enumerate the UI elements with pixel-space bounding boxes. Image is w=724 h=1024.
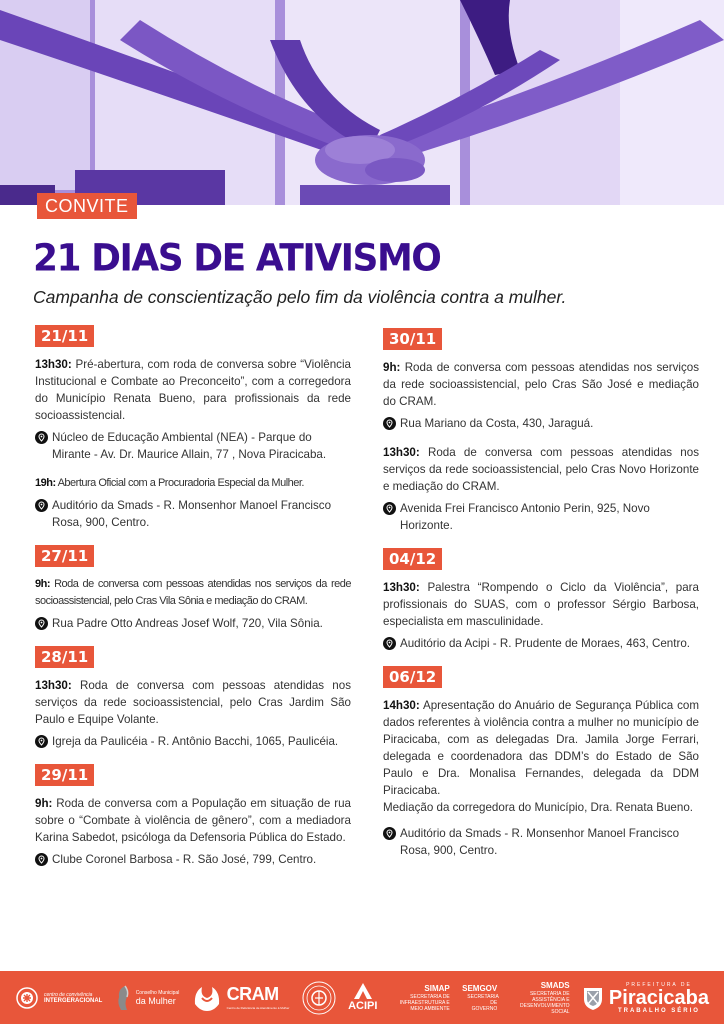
event-text: Roda de conversa com pessoas atendidas nos serviços da rede socioassistencial, pelo Cras Vila Sônia e mediação do CRAM. bbox=[35, 578, 351, 607]
event-location bbox=[383, 635, 699, 652]
logo-text: SEMGOV bbox=[462, 983, 498, 993]
schedule-left-column bbox=[35, 325, 351, 882]
date-badge: 04/12 bbox=[383, 548, 442, 570]
event-location bbox=[35, 497, 351, 531]
event-time: 9h: bbox=[35, 797, 53, 810]
logo-text: SIMAP bbox=[424, 983, 450, 993]
event-item bbox=[383, 697, 699, 859]
event-day-21-11 bbox=[35, 325, 351, 531]
logo-text: TRABALHO SÉRIO bbox=[617, 1007, 700, 1014]
acipi-a-icon bbox=[354, 983, 372, 999]
event-location bbox=[383, 825, 699, 859]
event-time: 19h: bbox=[35, 477, 56, 489]
event-description bbox=[383, 697, 699, 799]
logo-text: SECRETARIA DE GOVERNO bbox=[467, 993, 499, 1012]
logo-semgov bbox=[462, 984, 497, 1012]
event-description bbox=[383, 444, 699, 495]
event-item bbox=[383, 359, 699, 432]
logo-brasao-seal bbox=[302, 981, 336, 1015]
logo-text: PREFEITURA DE bbox=[626, 981, 692, 988]
location-text: Igreja da Paulicéia - R. Antônio Bacchi, 1065, Paulicéia. bbox=[52, 735, 339, 748]
event-item bbox=[35, 475, 351, 531]
event-description bbox=[35, 475, 351, 492]
logo-text: da Mulher bbox=[135, 995, 176, 1006]
event-day-30-11 bbox=[383, 328, 699, 534]
piracicaba-coat-of-arms-icon bbox=[582, 985, 604, 1011]
invite-badge: CONVITE bbox=[37, 193, 137, 219]
event-item bbox=[35, 677, 351, 750]
event-location bbox=[383, 500, 699, 534]
logo-text: Conselho Municipal bbox=[135, 989, 180, 996]
location-text: Auditório da Smads - R. Monsenhor Manoel Francisco Rosa, 900, Centro. bbox=[52, 499, 332, 529]
date-badge: 30/11 bbox=[383, 328, 442, 350]
event-item bbox=[35, 795, 351, 868]
hands-together-illustration bbox=[0, 0, 724, 205]
location-pin-icon bbox=[383, 637, 396, 650]
page-subtitle: Campanha de conscientização pelo fim da violência contra a mulher. bbox=[33, 287, 567, 307]
location-text: Clube Coronel Barbosa - R. São José, 799, Centro. bbox=[52, 853, 317, 866]
logo-text: INTERGERACIONAL bbox=[44, 997, 103, 1004]
logo-text: ACIPI bbox=[348, 1000, 378, 1012]
event-description bbox=[383, 579, 699, 630]
event-text: Palestra “Rompendo o Ciclo da Violência”, para profissionais do SUAS, com o professor Sérgio Barbosa, especialista em masculinidade. bbox=[383, 581, 699, 628]
location-text: Rua Padre Otto Andreas Josef Wolf, 720, Vila Sônia. bbox=[52, 617, 323, 630]
hero-photo bbox=[0, 0, 724, 205]
event-text: Roda de conversa com pessoas atendidas nos serviços da rede socioassistencial, pelo Cras Jardim São Paulo e Equipe Volante. bbox=[35, 679, 351, 726]
event-text: Roda de conversa com a População em situação de rua sobre o “Combate à violência de gênero”, com a mediadora Karina Sabedot, psicóloga da Defensoria Pública do Estado. bbox=[35, 797, 351, 844]
location-pin-icon bbox=[35, 735, 48, 748]
logo-text: Piracicaba bbox=[608, 986, 709, 1009]
event-location bbox=[35, 615, 351, 632]
date-badge: 28/11 bbox=[35, 646, 94, 668]
event-day-06-12 bbox=[383, 666, 699, 859]
location-pin-icon bbox=[35, 853, 48, 866]
location-pin-icon bbox=[35, 431, 48, 444]
event-text: Abertura Oficial com a Procuradoria Especial da Mulher. bbox=[57, 477, 304, 489]
event-text: Pré-abertura, com roda de conversa sobre “Violência Institucional e Combate ao Preconceito”, com a corregedora do Município Renata Bueno, para profissionais da rede socioassistencial. bbox=[35, 358, 351, 422]
date-badge: 06/12 bbox=[383, 666, 442, 688]
event-description bbox=[35, 677, 351, 728]
logo-intergeracional bbox=[15, 986, 102, 1010]
page-title: 21 DIAS DE ATIVISMO bbox=[33, 236, 441, 281]
event-time: 13h30: bbox=[35, 679, 72, 692]
woman-profile-icon bbox=[115, 985, 131, 1011]
location-text: Núcleo de Educação Ambiental (NEA) - Parque do Mirante - Av. Dr. Maurice Allain, 77 , Nova Piracicaba. bbox=[52, 431, 327, 461]
event-item bbox=[383, 579, 699, 652]
event-item bbox=[35, 356, 351, 463]
logo-text: Centro de Referência de Atendimento à Mulher bbox=[226, 1006, 290, 1010]
intergeracional-emblem-icon bbox=[15, 986, 39, 1010]
logo-text: SECRETARIA DE ASSISTÊNCIA E DESENVOLVIMENTO SOCIAL bbox=[520, 990, 570, 1015]
location-pin-icon bbox=[383, 502, 396, 515]
location-text: Auditório da Smads - R. Monsenhor Manoel Francisco Rosa, 900, Centro. bbox=[400, 827, 680, 857]
event-location bbox=[35, 851, 351, 868]
event-text: Roda de conversa com pessoas atendidas nos serviços da rede socioassistencial, pelo Cras São José e mediação do CRAM. bbox=[383, 361, 699, 408]
logo-prefeitura-piracicaba bbox=[582, 982, 709, 1014]
logo-text: CRAM bbox=[226, 984, 279, 1004]
location-pin-icon bbox=[383, 417, 396, 430]
event-text: Apresentação do Anuário de Segurança Pública com dados referentes à violência contra a mulher no município de Piracicaba, com as delegadas Dra. Jamila Jorge Ferrari, delegada e coordenadora das DDM’s do Estado de São Paulo e Dra. Monalisa Fernandes, delegada da DDM Piracicaba. bbox=[383, 699, 699, 797]
event-day-04-12 bbox=[383, 548, 699, 652]
event-location bbox=[35, 733, 351, 750]
event-location bbox=[35, 429, 351, 463]
event-time: 14h30: bbox=[383, 699, 420, 712]
municipal-seal-icon bbox=[302, 981, 336, 1015]
location-pin-icon bbox=[35, 617, 48, 630]
date-badge: 29/11 bbox=[35, 764, 94, 786]
location-text: Avenida Frei Francisco Antonio Perin, 925, Novo Horizonte. bbox=[400, 502, 650, 532]
event-day-27-11 bbox=[35, 545, 351, 632]
cram-hands-icon bbox=[192, 984, 222, 1012]
schedule-right-column bbox=[383, 328, 699, 873]
footer-logos-bar bbox=[0, 971, 724, 1024]
logo-text: SMADS bbox=[540, 980, 570, 990]
location-pin-icon bbox=[383, 827, 396, 840]
logo-conselho-mulher bbox=[115, 985, 180, 1011]
logo-simap bbox=[390, 984, 450, 1012]
logo-text: centro de convivência bbox=[44, 991, 93, 998]
location-text: Rua Mariano da Costa, 430, Jaraguá. bbox=[400, 417, 594, 430]
event-description bbox=[35, 795, 351, 846]
logo-cram bbox=[192, 984, 290, 1012]
event-item bbox=[383, 444, 699, 534]
event-time: 13h30: bbox=[383, 446, 420, 459]
logo-smads bbox=[510, 981, 570, 1015]
event-description bbox=[35, 356, 351, 424]
event-location bbox=[383, 415, 699, 432]
event-time: 13h30: bbox=[35, 358, 72, 371]
event-time: 13h30: bbox=[383, 581, 420, 594]
logo-acipi bbox=[348, 983, 377, 1012]
event-description bbox=[383, 359, 699, 410]
event-item bbox=[35, 576, 351, 632]
event-mediation: Mediação da corregedora do Município, Dra. Renata Bueno. bbox=[383, 801, 693, 814]
date-badge: 21/11 bbox=[35, 325, 94, 347]
event-time: 9h: bbox=[383, 361, 401, 374]
location-pin-icon bbox=[35, 499, 48, 512]
location-text: Auditório da Acipi - R. Prudente de Moraes, 463, Centro. bbox=[400, 637, 691, 650]
logo-text: SECRETARIA DE INFRAESTRUTURA E MEIO AMBIENTE bbox=[399, 993, 450, 1012]
event-text: Roda de conversa com pessoas atendidas nos serviços da rede socioassistencial, pelo Cras Novo Horizonte e mediação do CRAM. bbox=[383, 446, 699, 493]
event-description bbox=[35, 576, 351, 610]
event-time: 9h: bbox=[35, 578, 50, 590]
event-day-29-11 bbox=[35, 764, 351, 868]
date-badge: 27/11 bbox=[35, 545, 94, 567]
event-day-28-11 bbox=[35, 646, 351, 750]
